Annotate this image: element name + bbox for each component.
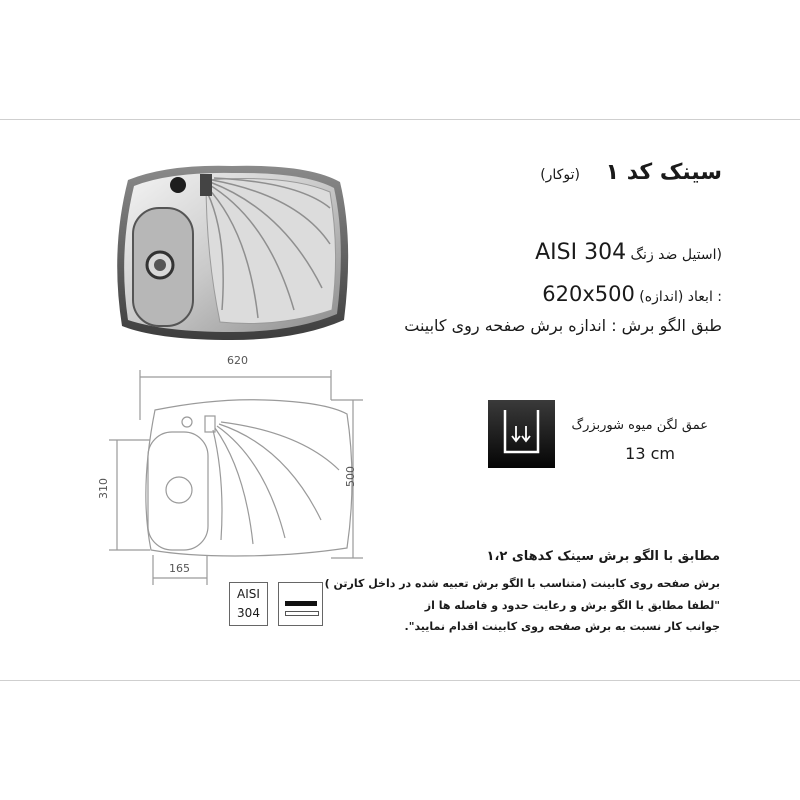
dimensions-value: 620x500 [542,282,635,306]
sink-photo [108,160,356,345]
note-line-3: جوانب کار نسبت به برش صفحه روی کابینت اقدام نمایید". [404,620,720,633]
aisi-badge [229,582,268,626]
material-line [525,240,722,265]
dimensions-line [542,282,722,306]
mount-type: (توکار) [540,167,580,183]
faucet-hole [170,177,186,193]
note-title: مطابق با الگو برش سینک کدهای ۱،۲ [486,549,720,564]
basin-depth-icon [488,400,555,468]
bowl-offset-dimension: 165 [169,562,190,575]
brushed-finish-icon [278,582,323,626]
bowl-height-dimension: 310 [97,478,110,499]
aisi-line1: AISI [237,587,260,601]
title-text: سینک کد ۱ [605,160,722,185]
note-line-1: برش صفحه روی کابینت (متناسب با الگو برش تعبیه شده در داخل کارتن ) [324,577,720,590]
aisi-line2: 304 [237,606,260,620]
depth-label: عمق لگن میوه شوربزرگ [571,418,708,433]
width-dimension: 620 [227,354,248,367]
cut-size-line: طبق الگو برش : اندازه برش صفحه روی کابینت [404,316,722,335]
product-title [540,160,722,185]
material-label: (استیل ضد زنگ [630,247,722,263]
cutout-drawing [95,360,375,590]
material-grade: AISI 304 [535,240,627,265]
dimensions-label: : ابعاد (اندازه) [639,289,722,305]
depth-value: 13 cm [625,444,675,463]
height-dimension: 500 [344,466,357,487]
note-line-2: "لطفا مطابق با الگو برش و رعایت حدود و فاصله ها از [424,599,720,612]
